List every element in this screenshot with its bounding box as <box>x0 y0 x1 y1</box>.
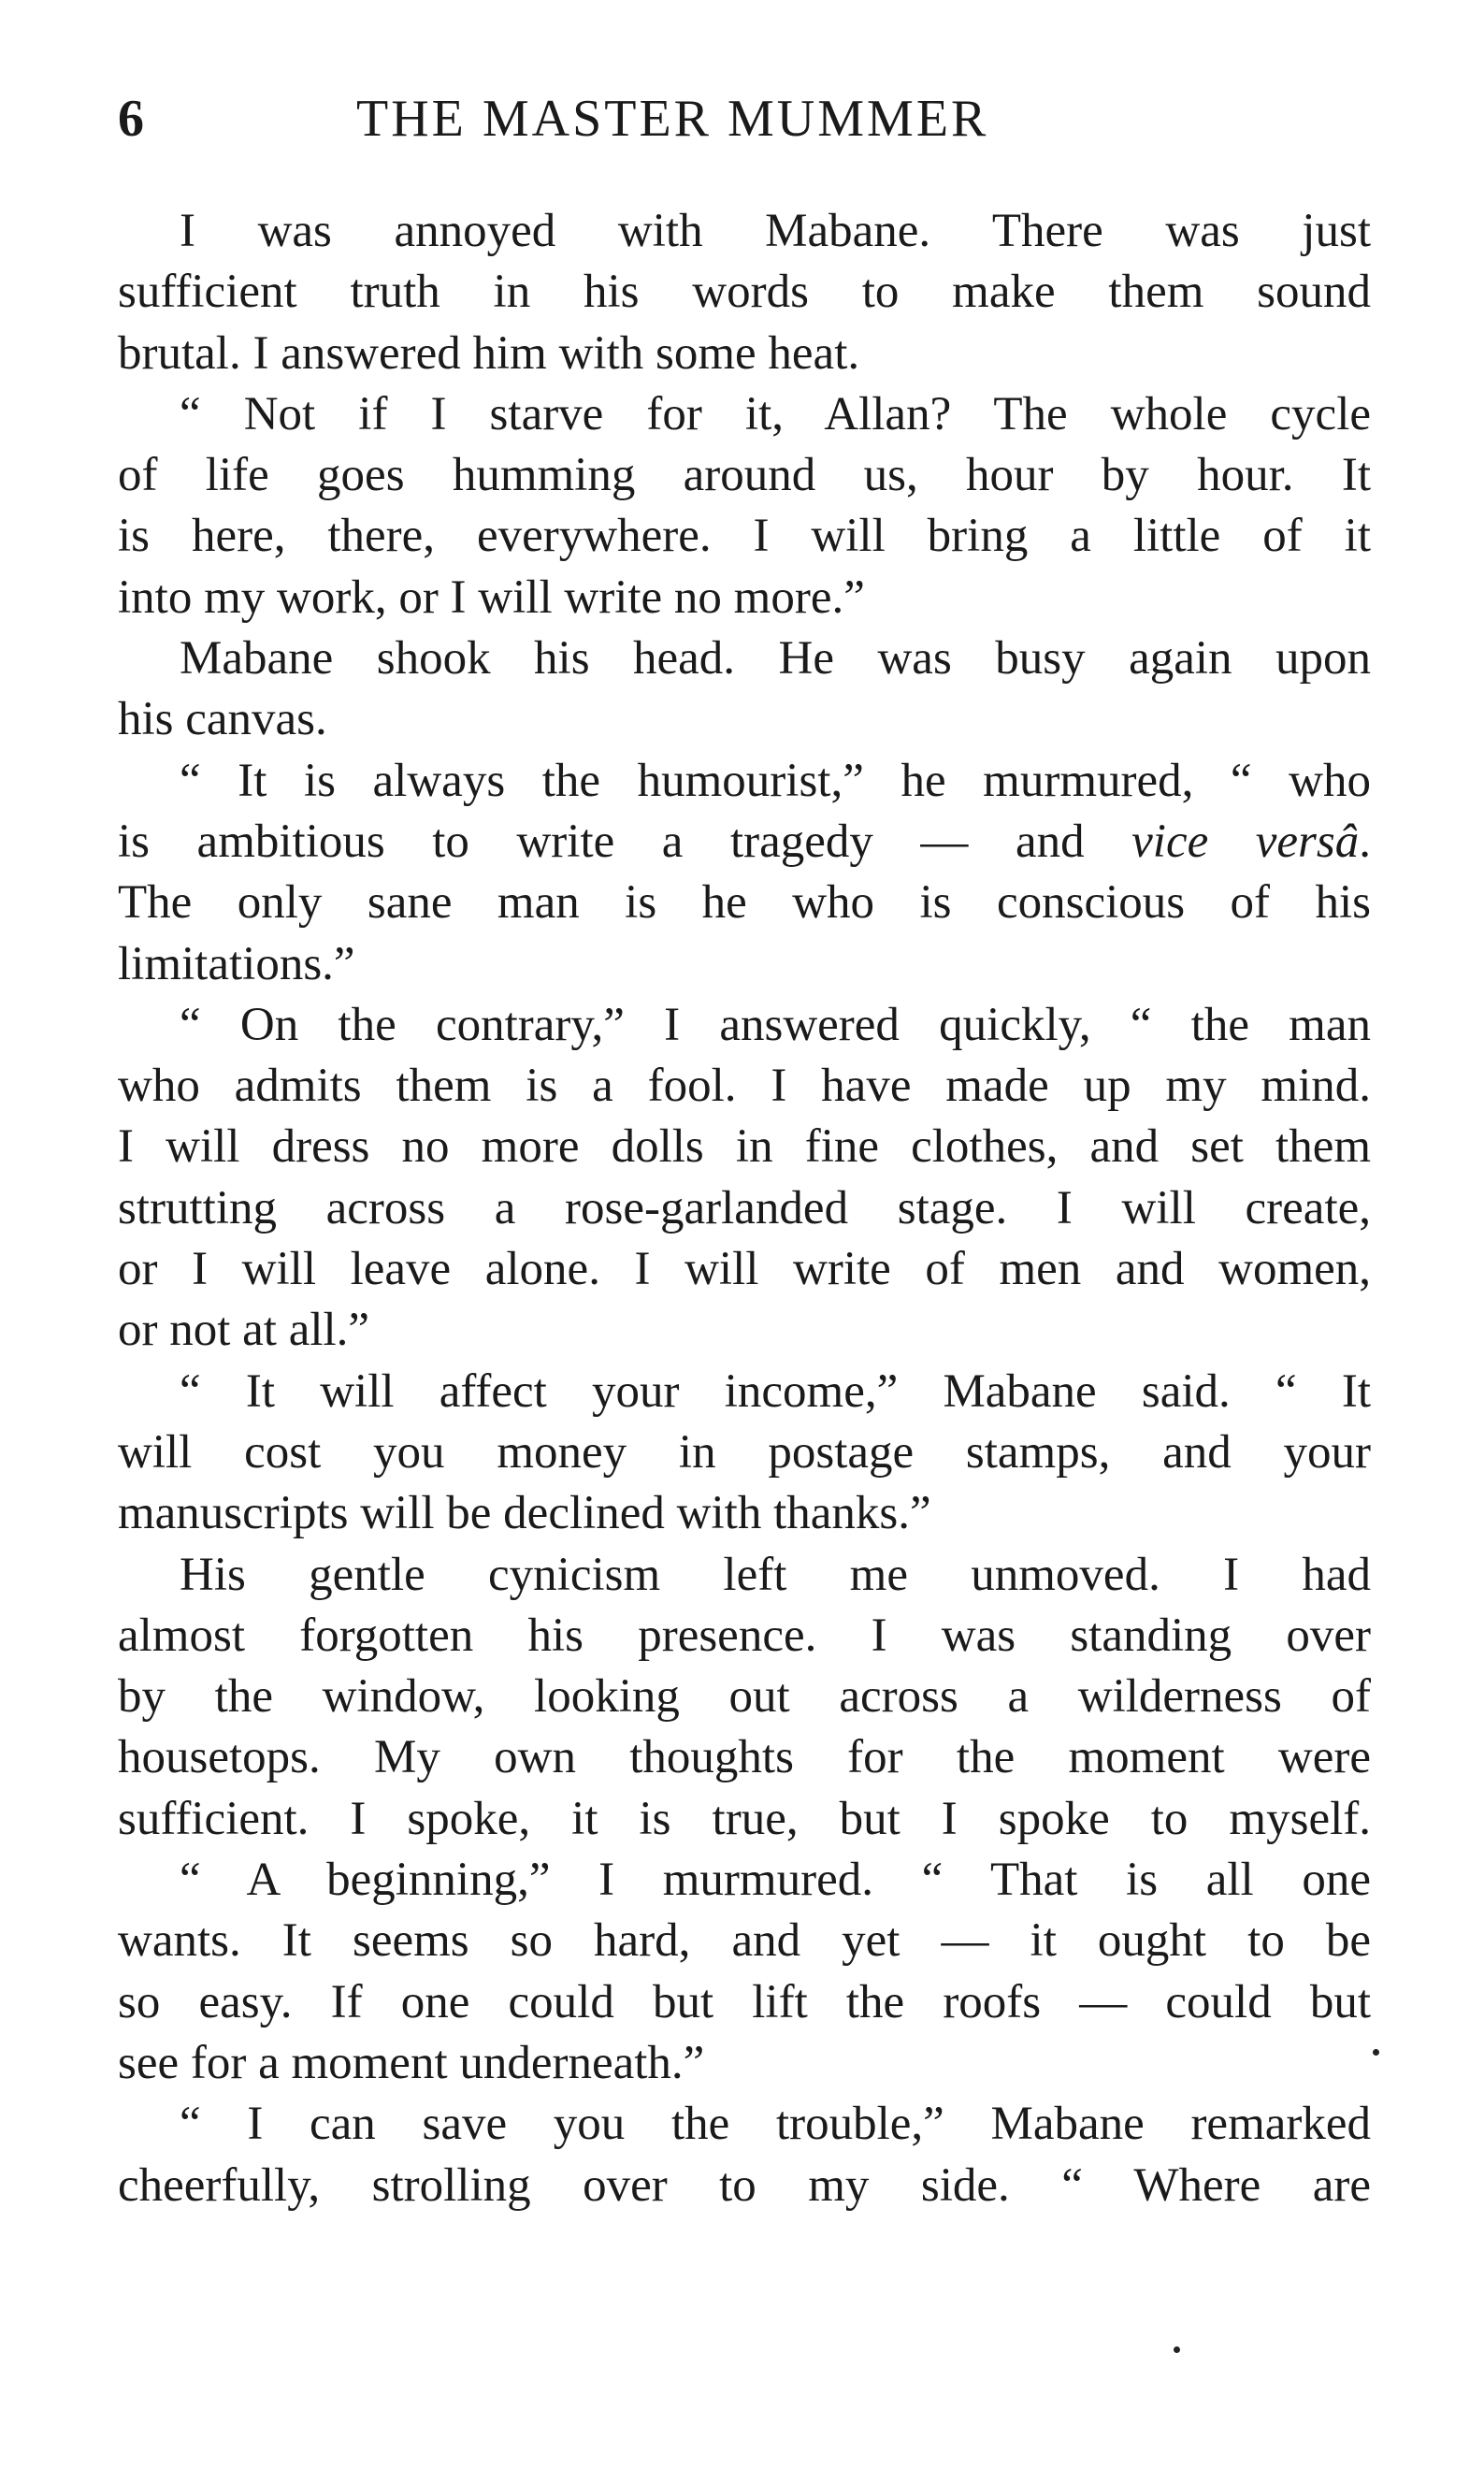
text-line: limitations.” <box>118 937 355 990</box>
text-line: who admits them is a fool. I have made up my mind. <box>118 1060 1371 1113</box>
text-line: sufficient. I spoke, it is true, but I spoke to myself. <box>118 1792 1371 1845</box>
text-line: will cost you money in postage stamps, and your <box>118 1425 1371 1479</box>
text-line: “ It will affect your income,” Mabane said. “ It <box>180 1364 1371 1418</box>
text-line: “ It is always the humourist,” he murmured, “ who <box>180 754 1371 807</box>
text-line: The only sane man is he who is conscious of his <box>118 876 1371 930</box>
text-line: cheerfully, strolling over to my side. “ Where are <box>118 2158 1371 2212</box>
text-line: of life goes humming around us, hour by hour. It <box>118 449 1371 502</box>
text-line: almost forgotten his presence. I was standing over <box>118 1609 1371 1662</box>
italic-phrase: vice versâ <box>1131 815 1360 868</box>
text-line: is ambitious to write a tragedy — and vice versâ. <box>118 815 1371 868</box>
text-line: I will dress no more dolls in fine clothes, and set them <box>118 1120 1371 1174</box>
running-head <box>118 86 1371 152</box>
text-line: by the window, looking out across a wilderness of <box>118 1670 1371 1724</box>
text-line: manuscripts will be declined with thanks.” <box>118 1487 931 1540</box>
text-line: I was annoyed with Mabane. There was just <box>180 205 1371 257</box>
text-line: or not at all.” <box>118 1304 370 1357</box>
ink-speck <box>1174 2346 1180 2353</box>
text-line: brutal. I answered him with some heat. <box>118 326 860 380</box>
text-line: “ A beginning,” I murmured. “ That is all one <box>180 1854 1371 1907</box>
text-line: is here, there, everywhere. I will bring a little of it <box>118 510 1371 563</box>
ink-speck <box>1373 2049 1379 2056</box>
text-line: “ On the contrary,” I answered quickly, “ the man <box>180 998 1371 1051</box>
text-line: see for a moment underneath.” <box>118 2036 705 2089</box>
body-text <box>118 201 1371 2216</box>
text-line: sufficient truth in his words to make them sound <box>118 266 1371 319</box>
text-line: so easy. If one could but lift the roofs — could but <box>118 1975 1371 2028</box>
text-line: or I will leave alone. I will write of men and women, <box>118 1243 1371 1296</box>
running-title: THE MASTER MUMMER <box>356 90 989 148</box>
text-line: “ I can save you the trouble,” Mabane remarked <box>180 2098 1371 2151</box>
text-line: “ Not if I starve for it, Allan? The whole cycle <box>180 387 1371 440</box>
text-line: his canvas. <box>118 693 327 746</box>
text-line: wants. It seems so hard, and yet — it ought to be <box>118 1914 1371 1968</box>
text-line: housetops. My own thoughts for the moment were <box>118 1731 1371 1784</box>
text-line: Mabane shook his head. He was busy again upon <box>180 632 1371 686</box>
text-line: strutting across a rose-garlanded stage. I will create, <box>118 1181 1371 1234</box>
page-number: 6 <box>118 90 146 148</box>
text-line: into my work, or I will write no more.” <box>118 570 865 624</box>
text-line: His gentle cynicism left me unmoved. I had <box>180 1548 1371 1601</box>
